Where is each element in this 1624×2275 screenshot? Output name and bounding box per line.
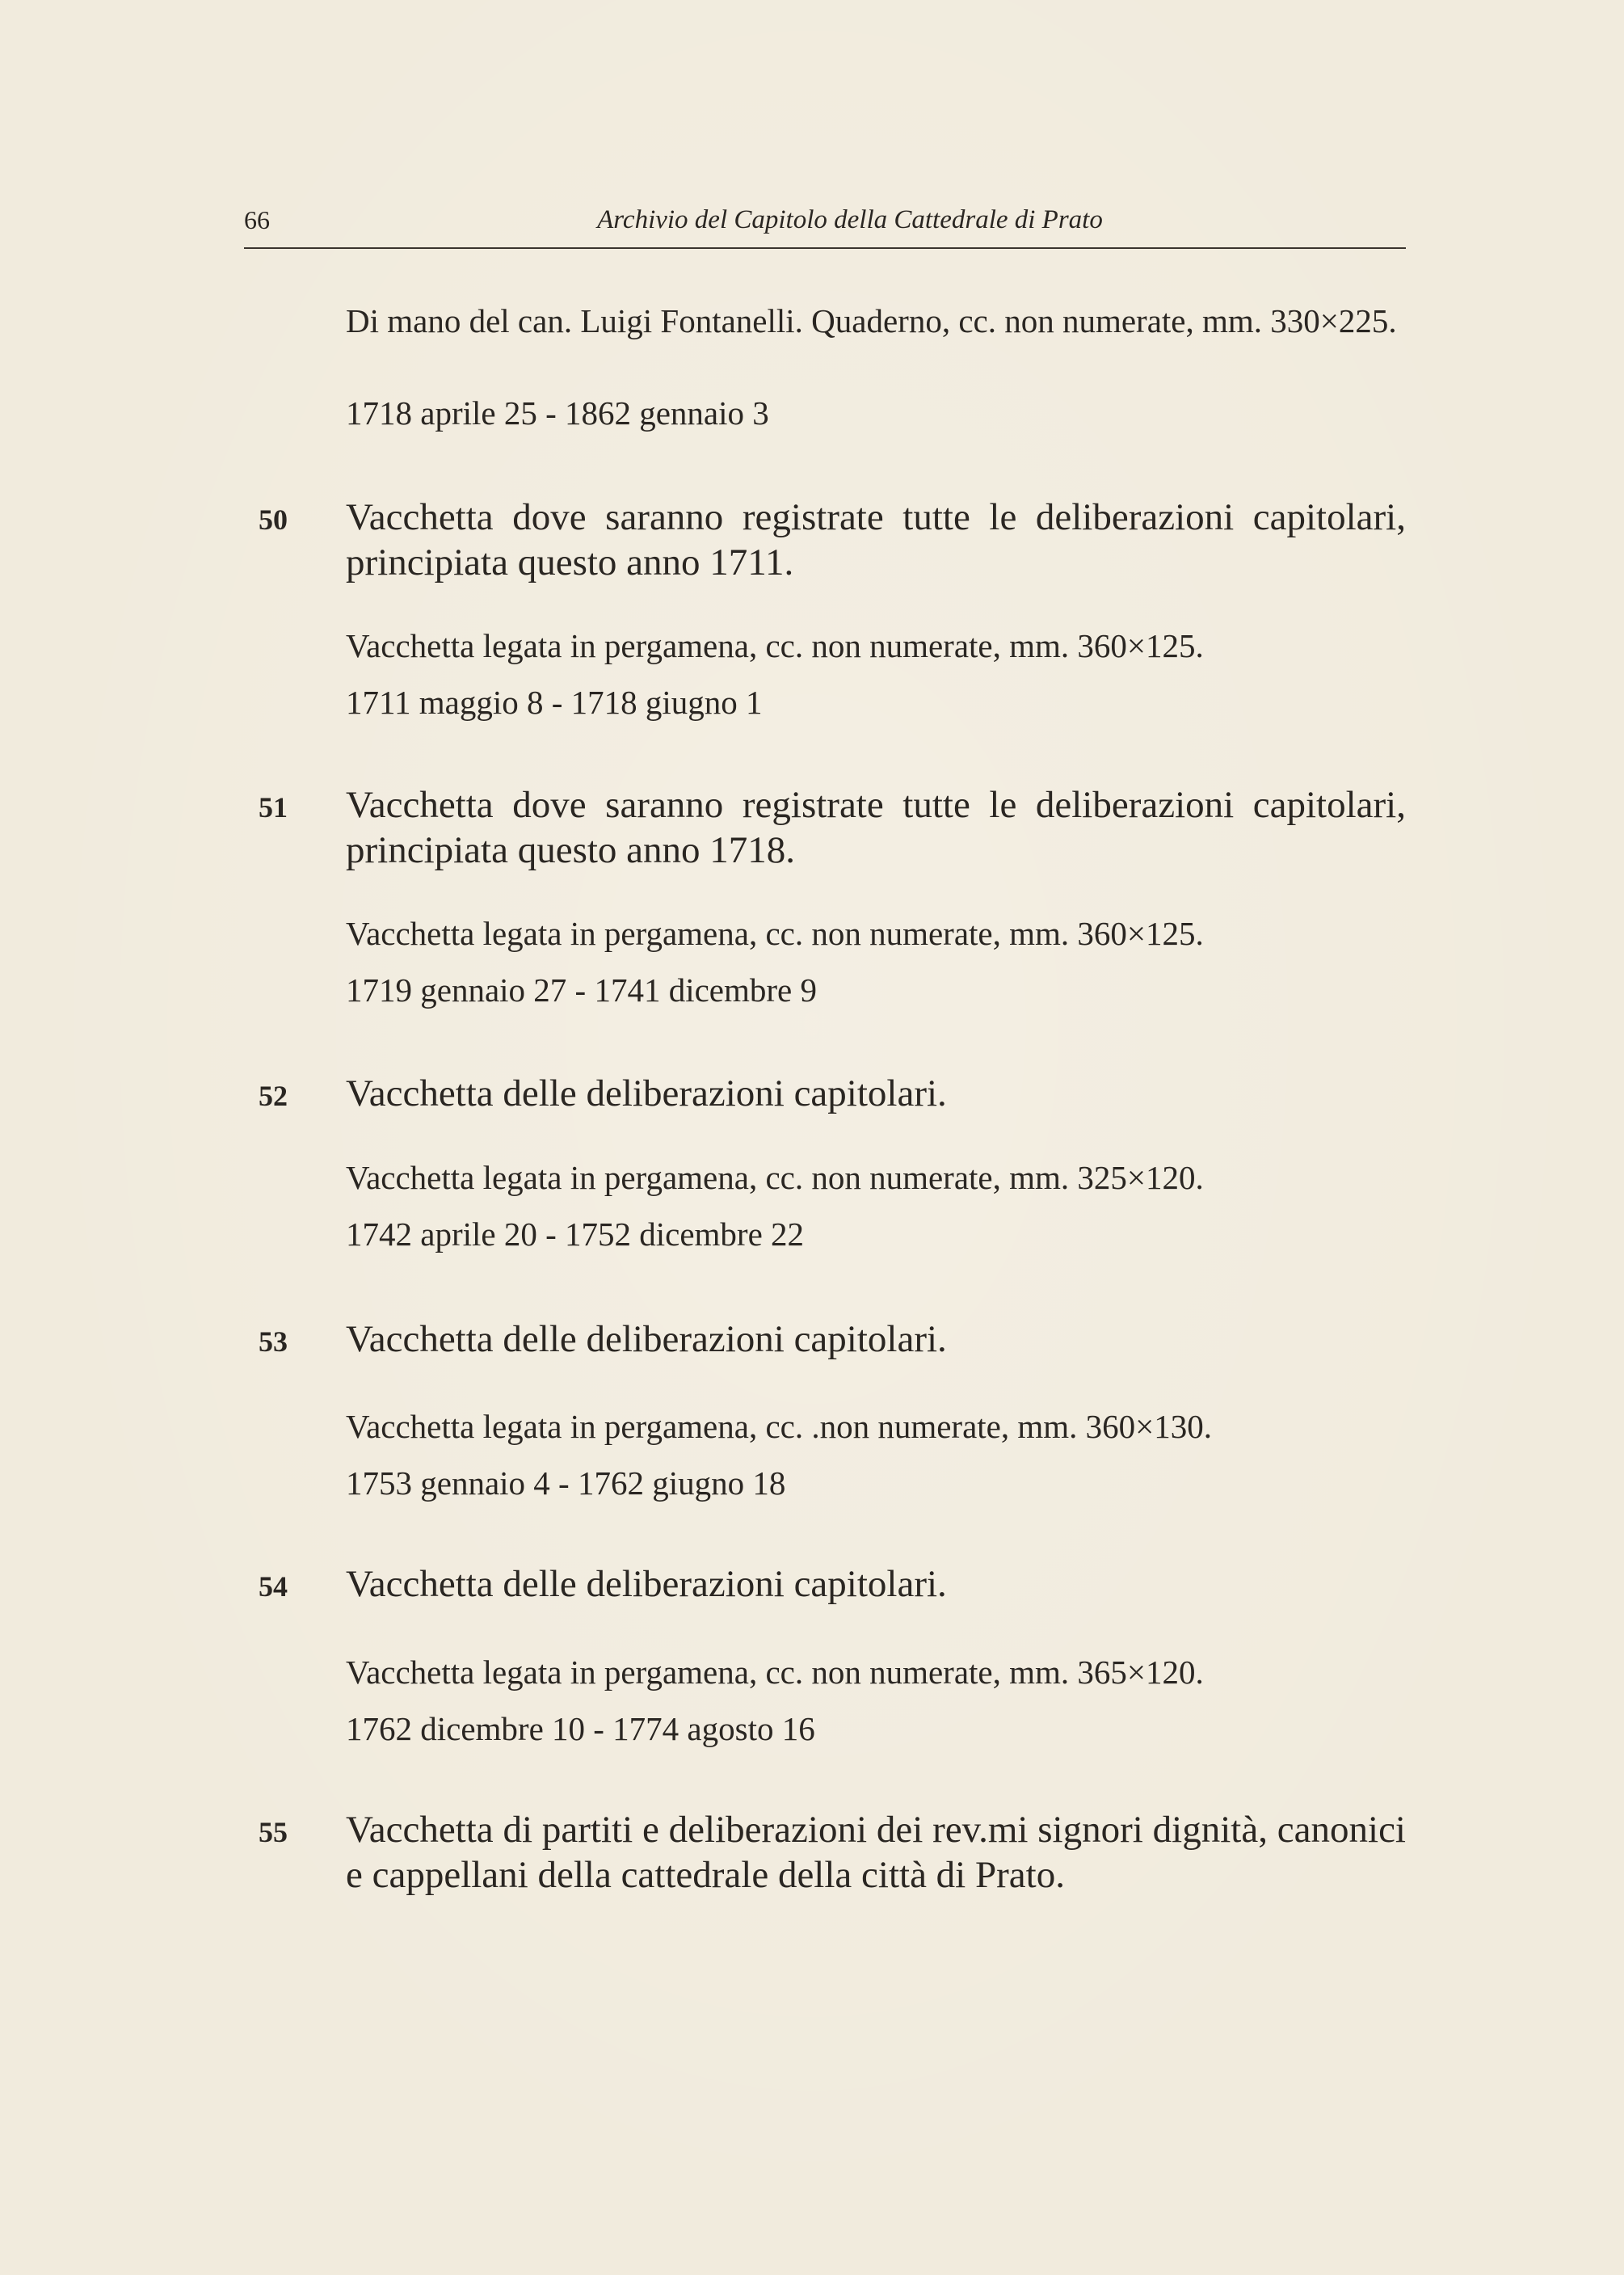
- entry-title: Vacchetta delle deliberazioni capitolari.: [346, 1072, 947, 1114]
- page-number: 66: [244, 205, 270, 234]
- continuation-description: Di mano del can. Luigi Fontanelli. Quaderno, cc. non numerate, mm. 330×225.: [346, 302, 1397, 339]
- entry-dates: 1711 maggio 8 - 1718 giugno 1: [346, 684, 763, 721]
- entry-title: Vacchetta delle deliberazioni capitolari.: [346, 1318, 947, 1360]
- entry-description: Vacchetta legata in pergamena, cc. .non numerate, mm. 360×130.: [346, 1408, 1213, 1445]
- entry-number: 54: [259, 1570, 288, 1603]
- entry-number: 55: [259, 1816, 288, 1848]
- entry-number: 53: [259, 1325, 288, 1358]
- entry-description: Vacchetta legata in pergamena, cc. non numerate, mm. 365×120.: [346, 1654, 1204, 1691]
- entry-description: Vacchetta legata in pergamena, cc. non numerate, mm. 325×120.: [346, 1159, 1204, 1196]
- entry-number: 50: [259, 503, 288, 536]
- running-title: Archivio del Capitolo della Cattedrale di Prato: [597, 205, 1103, 234]
- entry-title: Vacchetta delle deliberazioni capitolari.: [346, 1563, 947, 1605]
- entry-number: 51: [259, 791, 288, 824]
- entry-dates: 1762 dicembre 10 - 1774 agosto 16: [346, 1710, 815, 1747]
- entry-description: Vacchetta legata in pergamena, cc. non numerate, mm. 360×125.: [346, 915, 1204, 952]
- continuation-dates: 1718 aprile 25 - 1862 gennaio 3: [346, 394, 769, 432]
- entry-dates: 1742 aprile 20 - 1752 dicembre 22: [346, 1215, 805, 1253]
- entry-dates: 1753 gennaio 4 - 1762 giugno 18: [346, 1464, 786, 1502]
- entry-title: Vacchetta dove saranno registrate tutte le deliberazioni capitolari, principiata questo anno 1718.: [346, 784, 1406, 871]
- page-header: [244, 202, 1406, 249]
- entry-dates: 1719 gennaio 27 - 1741 dicembre 9: [346, 971, 817, 1009]
- entry-title: Vacchetta dove saranno registrate tutte le deliberazioni capitolari, principiata questo anno 1711.: [346, 496, 1406, 583]
- entry-description: Vacchetta legata in pergamena, cc. non numerate, mm. 360×125.: [346, 627, 1204, 664]
- entry-number: 52: [259, 1080, 288, 1112]
- entry-title: Vacchetta di partiti e deliberazioni dei rev.mi signori dignità, canonici e cappellani della cattedrale della città di Prato.: [346, 1809, 1406, 1896]
